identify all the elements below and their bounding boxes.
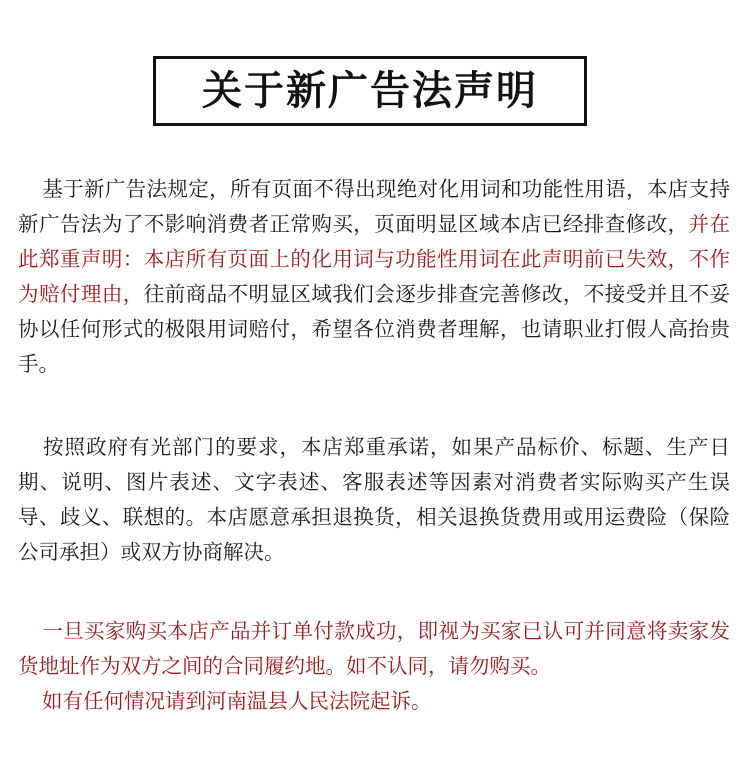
paragraph-commitment [18, 430, 730, 570]
page-title: 关于新广告法声明 [202, 68, 538, 114]
title-box [153, 56, 587, 126]
paragraph3-line2: 如有任何情况请到河南温县人民法院起诉。 [42, 689, 432, 713]
paragraph-legal [18, 614, 730, 719]
paragraph3-line1: 一旦买家购买本店产品并订单付款成功，即视为买家已认可并同意将卖家发货地址作为双方之间的合同履约地。如不认同，请勿购买。 [18, 619, 730, 678]
paragraph2-text: 按照政府有光部门的要求，本店郑重承诺，如果产品标价、标题、生产日期、说明、图片表述、文字表述、客服表述等因素对消费者实际购买产生误导、歧义、联想的。本店愿意承担退换货，相关退换货费用或用运费险（保险公司承担）或双方协商解决。 [18, 435, 730, 564]
paragraph-disclaimer [18, 172, 730, 382]
paragraph1-red-statement: 并在此郑重声明：本店所有页面上的化用词与功能性用词在此声明前已失效，不作为赔付理由， [18, 212, 731, 306]
paragraph1-part1: 基于新广告法规定，所有页面不得出现绝对化用词和功能性用语，本店支持新广告法为了不影响消费者正常购买，页面明显区域本店已经排查修改， [18, 177, 730, 236]
paragraph1-part3: 往前商品不明显区域我们会逐步排查完善修改，不接受并且不妥协以任何形式的极限用词赔付，希望各位消费者理解，也请职业打假人高抬贵手。 [18, 282, 731, 376]
